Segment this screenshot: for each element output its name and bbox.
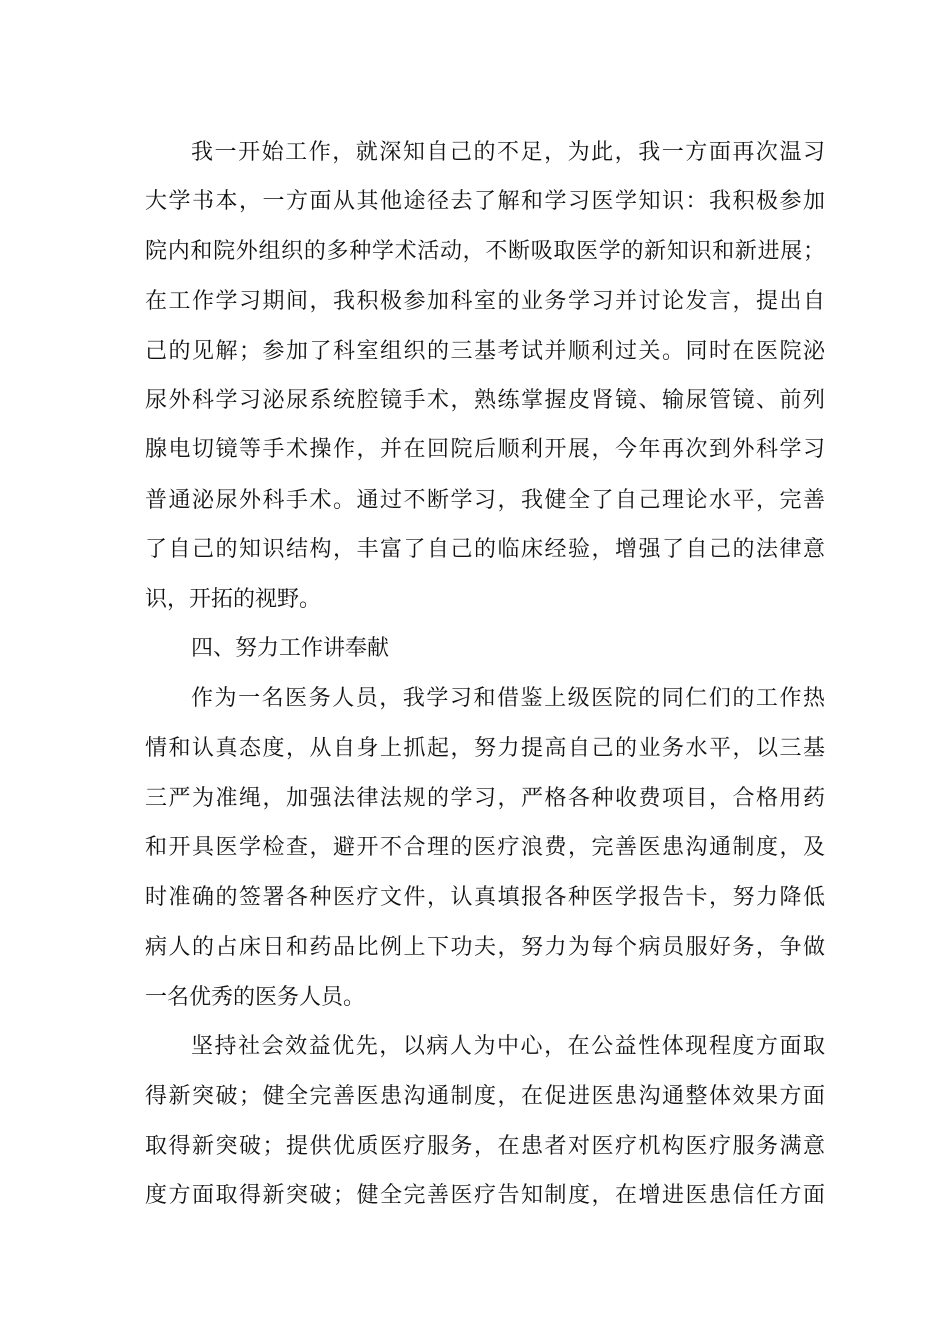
paragraph-line: 尿外科学习泌尿系统腔镜手术，熟练掌握皮肾镜、输尿管镜、前列 <box>145 388 825 413</box>
paragraph-line: 一名优秀的医务人员。 <box>145 985 366 1010</box>
paragraph-line: 己的见解；参加了科室组织的三基考试并顺利过关。同时在医院泌 <box>145 339 825 364</box>
paragraph-line: 了自己的知识结构，丰富了自己的临床经验，增强了自己的法律意 <box>145 537 825 562</box>
paragraph-line: 时准确的签署各种医疗文件，认真填报各种医学报告卡，努力降低 <box>145 885 825 910</box>
paragraph-line: 普通泌尿外科手术。通过不断学习，我健全了自己理论水平，完善 <box>145 488 825 513</box>
paragraph-line: 三严为准绳，加强法律法规的学习，严格各种收费项目，合格用药 <box>145 786 825 811</box>
paragraph-line: 我一开始工作，就深知自己的不足，为此，我一方面再次温习 <box>191 140 825 165</box>
paragraph-line: 大学书本，一方面从其他途径去了解和学习医学知识：我积极参加 <box>145 189 825 214</box>
paragraph-line: 情和认真态度，从自身上抓起，努力提高自己的业务水平，以三基 <box>145 736 825 761</box>
paragraph-line: 度方面取得新突破；健全完善医疗告知制度，在增进医患信任方面 <box>145 1183 825 1208</box>
paragraph-line: 作为一名医务人员，我学习和借鉴上级医院的同仁们的工作热 <box>191 686 825 711</box>
paragraph-line: 识，开拓的视野。 <box>145 587 322 612</box>
section-heading: 四、努力工作讲奉献 <box>191 636 390 661</box>
paragraph-line: 腺电切镜等手术操作，并在回院后顺利开展，今年再次到外科学习 <box>145 437 825 462</box>
paragraph-line: 得新突破；健全完善医患沟通制度，在促进医患沟通整体效果方面 <box>145 1084 825 1109</box>
paragraph-line: 和开具医学检查，避开不合理的医疗浪费，完善医患沟通制度，及 <box>145 835 825 860</box>
paragraph-line: 在工作学习期间，我积极参加科室的业务学习并讨论发言，提出自 <box>145 289 825 314</box>
paragraph-line: 坚持社会效益优先，以病人为中心，在公益性体现程度方面取 <box>191 1034 825 1059</box>
paragraph-line: 院内和院外组织的多种学术活动，不断吸取医学的新知识和新进展； <box>145 239 825 264</box>
paragraph-line: 取得新突破；提供优质医疗服务，在患者对医疗机构医疗服务满意 <box>145 1134 825 1159</box>
paragraph-line: 病人的占床日和药品比例上下功夫，努力为每个病员服好务，争做 <box>145 935 825 960</box>
